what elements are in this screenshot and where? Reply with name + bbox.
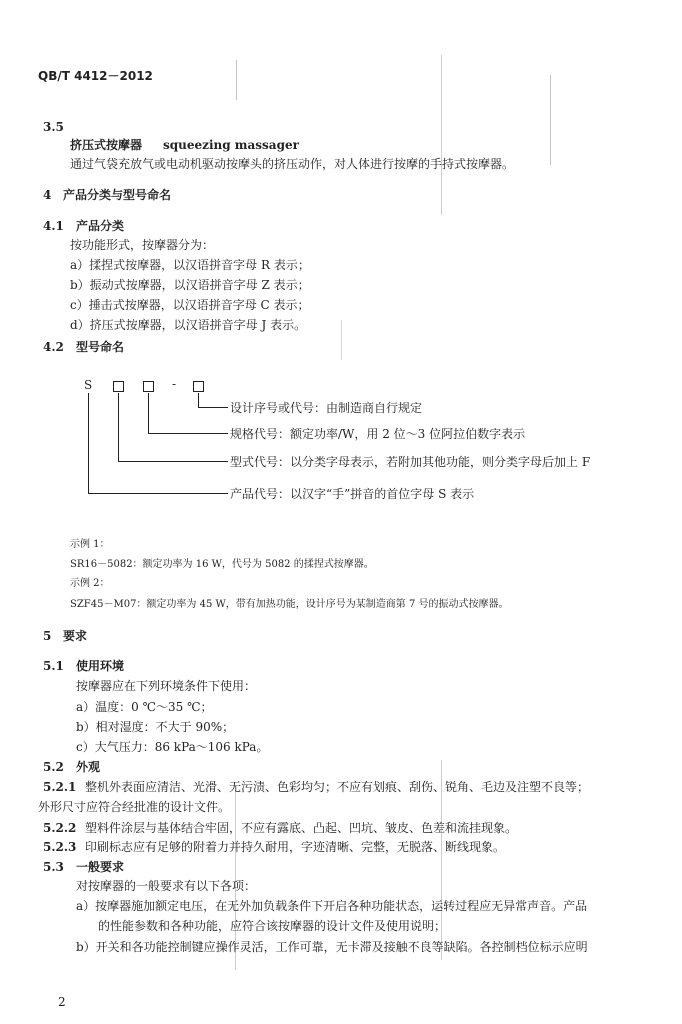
example-label: 示例 2： xyxy=(70,578,110,589)
list-item: a）温度：0 ℃～35 ℃； xyxy=(76,700,213,714)
section-number: 5.1 xyxy=(43,659,64,673)
paragraph: 整机外表面应清洁、光滑、无污渍、色彩均匀；不应有划痕、刮伤、锐角、毛边及注塑不良等； xyxy=(85,780,590,794)
list-item-continuation: 的性能参数和各种功能，应符合该按摩器的设计文件及使用说明； xyxy=(98,919,447,933)
list-item: b）振动式按摩器，以汉语拼音字母 Z 表示； xyxy=(70,278,310,292)
paragraph: 印刷标志应有足够的附着力并持久耐用，字迹清晰、完整，无脱落、断线现象。 xyxy=(85,840,506,854)
section-number: 4.2 xyxy=(43,340,64,354)
section-number: 5.2 xyxy=(43,760,64,774)
model-box-design xyxy=(193,381,204,392)
example-label: 示例 1： xyxy=(70,539,110,550)
diagram-label-spec: 规格代号：额定功率/W，用 2 位～3 位阿拉伯数字表示 xyxy=(230,427,526,441)
list-item: c）捶击式按摩器，以汉语拼音字母 C 表示； xyxy=(70,298,310,312)
model-dash: - xyxy=(172,377,177,391)
section-number: 3.5 xyxy=(43,120,64,134)
list-item: b）相对湿度：不大于 90%； xyxy=(76,720,235,734)
list-item: a）揉捏式按摩器，以汉语拼音字母 R 表示； xyxy=(70,258,310,272)
section-title: 外观 xyxy=(76,760,101,774)
diagram-label-product: 产品代号：以汉字“手”拼音的首位字母 S 表示 xyxy=(230,487,475,501)
section-title: 型号命名 xyxy=(76,340,125,354)
example-text: SR16－5082：额定功率为 16 W，代号为 5082 的揉捏式按摩器。 xyxy=(70,559,374,570)
connector-line xyxy=(198,393,199,407)
list-item: b）开关和各功能控制键应操作灵活，工作可靠，无卡滞及接触不良等缺陷。各控制档位标示应明 xyxy=(76,940,588,954)
list-item: d）挤压式按摩器，以汉语拼音字母 J 表示。 xyxy=(70,318,307,332)
section-number: 5 xyxy=(43,629,52,643)
paragraph: 塑料件涂层与基体结合牢固，不应有露底、凸起、凹坑、皱皮、色差和流挂现象。 xyxy=(85,821,518,835)
paragraph: 对按摩器的一般要求有以下各项： xyxy=(76,879,257,893)
subsection-number: 5.2.1 xyxy=(43,780,77,794)
term-chinese: 挤压式按摩器 xyxy=(70,138,143,152)
model-prefix: S xyxy=(84,378,93,392)
connector-line xyxy=(88,493,228,494)
subsection-number: 5.2.2 xyxy=(43,821,77,835)
paragraph: 按功能形式，按摩器分为： xyxy=(70,238,215,252)
paragraph: 按摩器应在下列环境条件下使用： xyxy=(76,679,257,693)
scan-artifact xyxy=(236,60,237,100)
connector-line xyxy=(148,433,228,434)
scan-artifact xyxy=(441,55,442,215)
subsection-number: 5.2.3 xyxy=(43,840,77,854)
section-number: 4.1 xyxy=(43,219,64,233)
section-title: 要求 xyxy=(63,629,88,643)
connector-line xyxy=(148,393,149,433)
scan-artifact xyxy=(341,320,342,360)
standard-code: QB/T 4412－2012 xyxy=(38,69,153,83)
section-title: 产品分类 xyxy=(76,219,125,233)
connector-line xyxy=(118,461,228,462)
section-title: 使用环境 xyxy=(76,659,125,673)
connector-line xyxy=(118,393,119,461)
scan-artifact xyxy=(550,75,551,165)
paragraph: 外形尺寸应符合经批准的设计文件。 xyxy=(38,800,231,814)
term-english: squeezing massager xyxy=(163,138,299,152)
section-title: 一般要求 xyxy=(76,860,125,874)
list-item: a）按摩器施加额定电压，在无外加负载条件下开启各种功能状态，运转过程应无异常声音。产品 xyxy=(76,899,588,913)
connector-line xyxy=(198,407,228,408)
page-number: 2 xyxy=(58,995,66,1009)
section-number: 5.3 xyxy=(43,860,64,874)
diagram-label-design: 设计序号或代号：由制造商自行规定 xyxy=(230,401,423,415)
connector-line xyxy=(88,393,89,493)
list-item: c）大气压力：86 kPa～106 kPa。 xyxy=(76,740,269,754)
model-box-spec xyxy=(143,381,154,392)
section-number: 4 xyxy=(43,188,52,202)
term-definition: 通过气袋充放气或电动机驱动按摩头的挤压动作，对人体进行按摩的手持式按摩器。 xyxy=(70,157,515,171)
diagram-label-type: 型式代号：以分类字母表示，若附加其他功能，则分类字母后加上 F xyxy=(230,455,591,469)
example-text: SZF45－M07：额定功率为 45 W，带有加热功能，设计序号为某制造商第 7 号的振动式按摩器。 xyxy=(70,599,509,610)
model-box-type xyxy=(113,381,124,392)
section-title: 产品分类与型号命名 xyxy=(63,188,172,202)
